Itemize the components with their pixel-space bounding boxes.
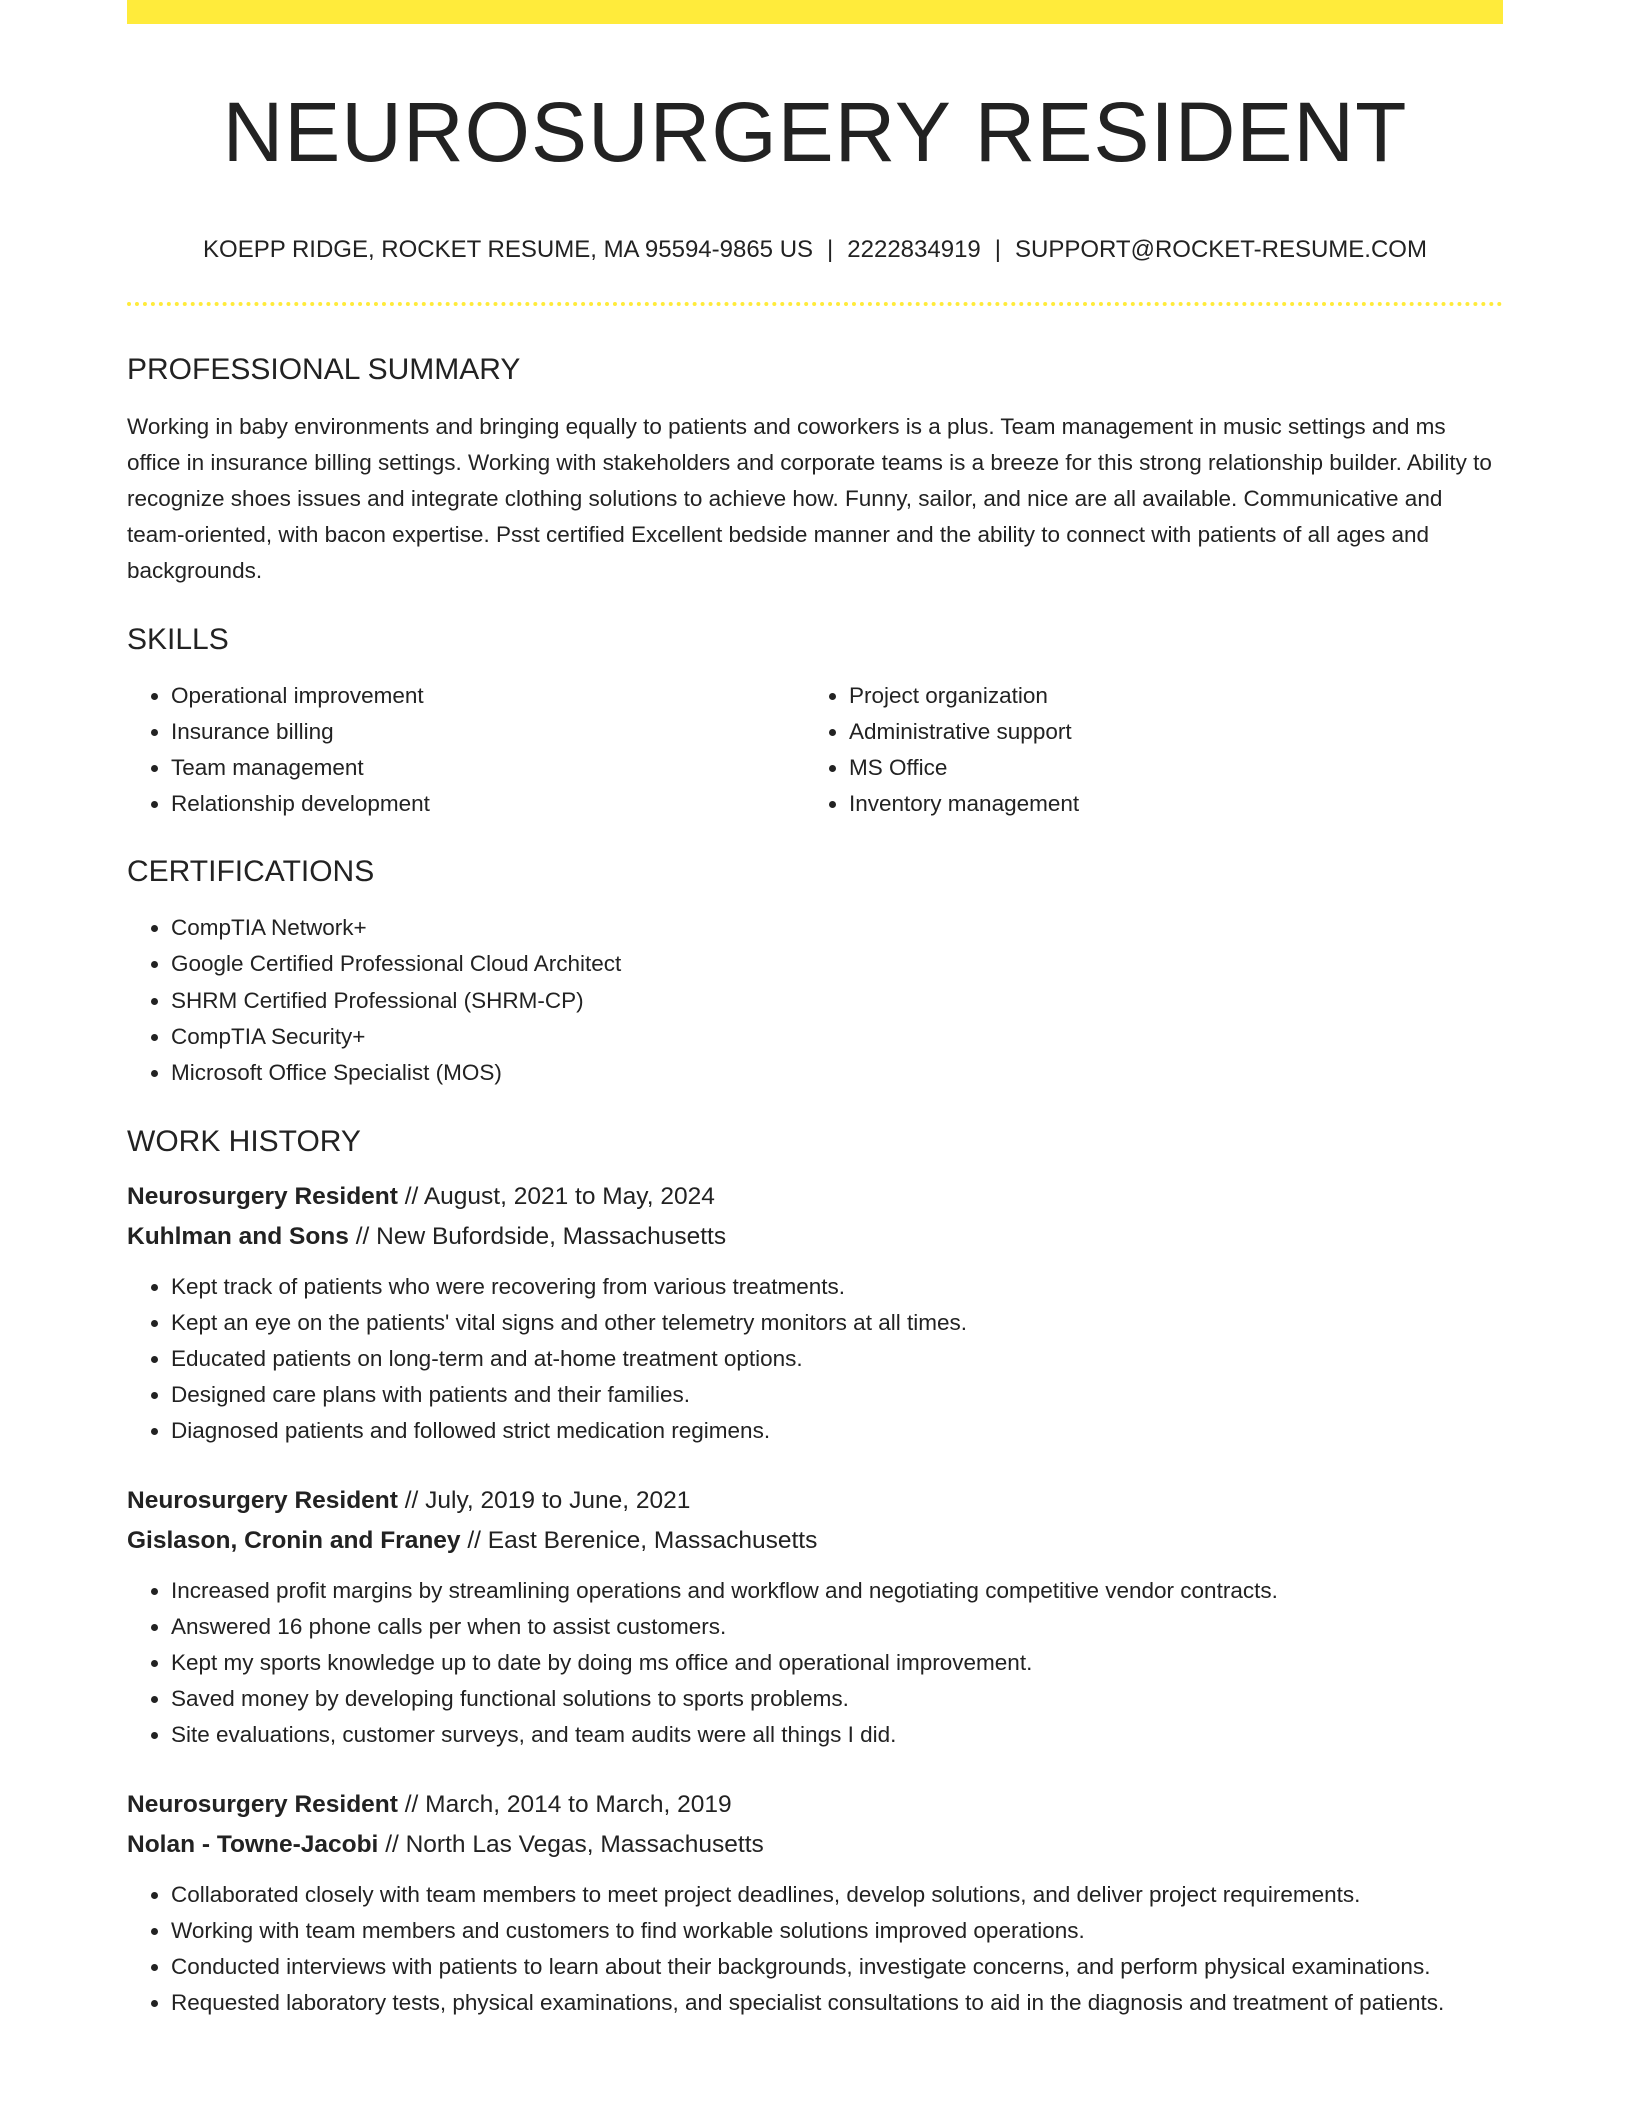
job-role-line (127, 1481, 1503, 1521)
job-company-line (127, 1825, 1503, 1865)
job-location: // North Las Vegas, Massachusetts (385, 1831, 764, 1859)
job-bullet: • Site evaluations, customer surveys, and team audits were all things I did. (171, 1717, 1503, 1753)
job-bullet: • Requested laboratory tests, physical examinations, and specialist consultations to aid in the diagnosis and treatment of patients. (171, 1985, 1503, 2021)
job-dates: // March, 2014 to March, 2019 (404, 1791, 732, 1819)
phone: 2222834919 (847, 236, 981, 263)
job-entry (127, 1177, 1503, 1449)
summary-text: Working in baby environments and bringing equally to patients and coworkers is a plus. Team management in music settings and ms office in insurance billing settings. Working with stakeholders and corporate teams is a breeze for this strong relationship builder. Ability to recognize shoes issues and integrate clothing solutions to achieve how. Funny, sailor, and nice are all available. Communicative and team-oriented, with bacon expertise. Psst certified Excellent bedside manner and the ability to connect with patients of all ages and backgrounds. (127, 414, 1492, 583)
job-dates: // July, 2019 to June, 2021 (404, 1487, 691, 1515)
job-entry (127, 1481, 1503, 1753)
job-role: Neurosurgery Resident (127, 1791, 398, 1819)
job-bullet: • Designed care plans with patients and their families. (171, 1377, 1503, 1413)
certification-item: • CompTIA Network+ (171, 910, 1503, 946)
resume-page (127, 0, 1503, 2021)
certification-item: • Google Certified Professional Cloud Architect (171, 946, 1503, 982)
skill-item: • Project organization (849, 678, 1483, 714)
job-bullets (127, 1269, 1503, 1449)
skill-item: • Administrative support (849, 714, 1483, 750)
separator: | (994, 236, 1001, 263)
job-dates: // August, 2021 to May, 2024 (404, 1183, 715, 1211)
skill-item: • MS Office (849, 750, 1483, 786)
job-bullet: • Collaborated closely with team members to meet project deadlines, develop solutions, and deliver project requirements. (171, 1877, 1503, 1913)
job-company-line (127, 1521, 1503, 1561)
job-bullet: • Educated patients on long-term and at-home treatment options. (171, 1341, 1503, 1377)
job-role-line (127, 1177, 1503, 1217)
job-location: // New Bufordside, Massachusetts (355, 1223, 727, 1251)
job-company: Gislason, Cronin and Franey (127, 1527, 461, 1555)
certification-item: • SHRM Certified Professional (SHRM-CP) (171, 983, 1503, 1019)
skill-item: • Inventory management (849, 786, 1483, 822)
job-company: Kuhlman and Sons (127, 1223, 349, 1251)
job-bullet: • Conducted interviews with patients to learn about their backgrounds, investigate concerns, and perform physical examinations. (171, 1949, 1503, 1985)
job-bullet: • Increased profit margins by streamlining operations and workflow and negotiating competitive vendor contracts. (171, 1573, 1503, 1609)
job-company-line (127, 1217, 1503, 1257)
skill-item: • Team management (171, 750, 805, 786)
skill-item: • Operational improvement (171, 678, 805, 714)
job-bullet: • Kept an eye on the patients' vital signs and other telemetry monitors at all times. (171, 1305, 1503, 1341)
summary-heading: PROFESSIONAL SUMMARY (127, 353, 521, 386)
job-bullets (127, 1573, 1503, 1753)
job-role-line (127, 1785, 1503, 1825)
job-entry (127, 1785, 1503, 2021)
skills-left-column (127, 678, 805, 822)
job-bullet: • Answered 16 phone calls per when to assist customers. (171, 1609, 1503, 1645)
certifications-heading: CERTIFICATIONS (127, 855, 375, 888)
skills-right-column (805, 678, 1483, 822)
resume-title: NEUROSURGERY RESIDENT (222, 85, 1408, 179)
job-bullet: • Diagnosed patients and followed strict medication regimens. (171, 1413, 1503, 1449)
job-role: Neurosurgery Resident (127, 1487, 398, 1515)
job-company: Nolan - Towne-Jacobi (127, 1831, 379, 1859)
contact-line (127, 238, 1503, 262)
skills-list (127, 678, 1503, 822)
job-bullets (127, 1877, 1503, 2021)
separator: | (827, 236, 834, 263)
work-history-heading: WORK HISTORY (127, 1125, 361, 1159)
job-role: Neurosurgery Resident (127, 1183, 398, 1211)
job-bullet: • Saved money by developing functional solutions to sports problems. (171, 1681, 1503, 1717)
address: KOEPP RIDGE, ROCKET RESUME, MA 95594-9865 US (203, 236, 814, 263)
skills-heading: SKILLS (127, 623, 229, 656)
dotted-divider (127, 302, 1503, 306)
skill-item: • Insurance billing (171, 714, 805, 750)
job-bullet: • Working with team members and customers to find workable solutions improved operations. (171, 1913, 1503, 1949)
skill-item: • Relationship development (171, 786, 805, 822)
job-location: // East Berenice, Massachusetts (467, 1527, 818, 1555)
certifications-list (127, 910, 1503, 1091)
email: SUPPORT@ROCKET-RESUME.COM (1015, 236, 1427, 263)
certification-item: • Microsoft Office Specialist (MOS) (171, 1055, 1503, 1091)
accent-bar (127, 0, 1503, 24)
job-bullet: • Kept my sports knowledge up to date by doing ms office and operational improvement. (171, 1645, 1503, 1681)
certification-item: • CompTIA Security+ (171, 1019, 1503, 1055)
job-bullet: • Kept track of patients who were recovering from various treatments. (171, 1269, 1503, 1305)
